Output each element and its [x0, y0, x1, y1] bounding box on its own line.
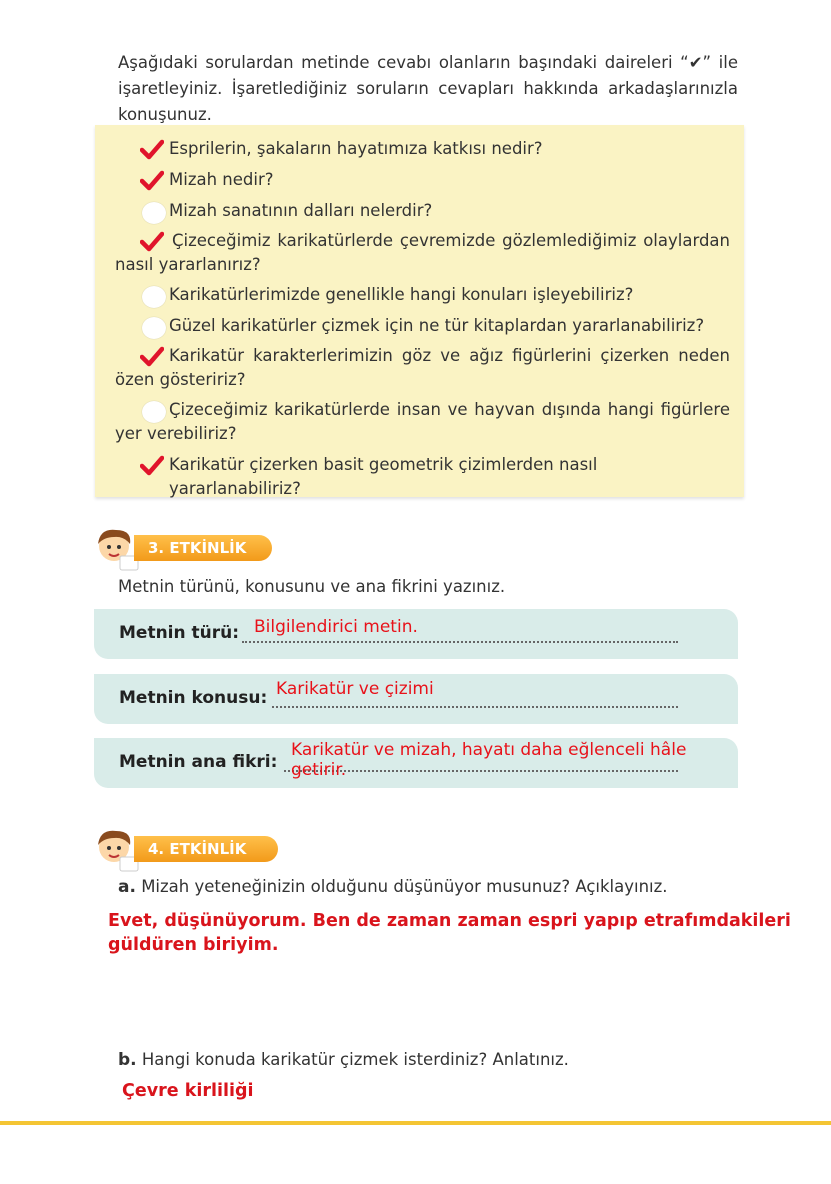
question-b-text: Hangi konuda karikatür çizmek isterdiniz? Anlatınız. [141, 1050, 569, 1069]
activity-4-badge [84, 833, 280, 865]
question-a-letter: a. [118, 877, 136, 897]
footer-divider [0, 1121, 831, 1125]
question-item[interactable] [115, 398, 730, 446]
empty-circle-icon [142, 286, 166, 308]
row-label: Metnin konusu: [119, 688, 268, 708]
row-answer[interactable]: Karikatür ve mizah, hayatı daha eğlenceli hâle getirir. [291, 740, 687, 780]
question-item[interactable] [140, 168, 730, 192]
answer-row-main-idea [94, 738, 738, 788]
activity-3-title: 3. ETKİNLİK [134, 535, 272, 561]
empty-circle-icon [142, 317, 166, 339]
question-a [118, 877, 668, 897]
question-item[interactable] [115, 229, 730, 277]
question-b [118, 1050, 569, 1070]
row-answer[interactable]: Karikatür ve çizimi [276, 679, 434, 699]
question-text: Karikatür karakterlerimizin göz ve ağız figürlerini çizerken neden özen gösteririz? [115, 346, 730, 389]
question-text: Karikatürlerimizde genellikle hangi konuları işleyebiliriz? [169, 285, 634, 304]
question-b-letter: b. [118, 1050, 137, 1070]
check-mark-icon [140, 346, 164, 368]
instruction-paragraph: Aşağıdaki sorulardan metinde cevabı olanların başındaki daireleri “✔” ile işaretleyiniz. İşaretlediğiniz soruların cevapları hakkında arkadaşlarınızla konuşunuz. [118, 53, 738, 124]
answer-row-topic [94, 674, 738, 724]
question-box [95, 125, 744, 497]
empty-circle-icon [142, 401, 166, 423]
answer-a[interactable]: Evet, düşünüyorum. Ben de zaman zaman espri yapıp etrafımdakileri güldüren biriyim. [108, 911, 791, 955]
question-text: Mizah nedir? [169, 170, 274, 189]
question-item[interactable] [140, 137, 730, 161]
check-mark-icon [140, 455, 164, 477]
question-text: Çizeceğimiz karikatürlerde çevremizde gözlemlediğimiz olaylardan nasıl yararlanırız? [115, 231, 730, 274]
check-mark-icon [140, 139, 164, 161]
activity-3-instruction: Metnin türünü, konusunu ve ana fikrini yazınız. [118, 577, 506, 596]
check-mark-icon [140, 170, 164, 192]
question-item[interactable] [140, 283, 730, 307]
question-text: Esprilerin, şakaların hayatımıza katkısı nedir? [169, 139, 543, 158]
question-text: Mizah sanatının dalları nelerdir? [169, 201, 433, 220]
question-item[interactable] [140, 199, 730, 223]
empty-circle-icon [142, 202, 166, 224]
check-mark-icon [140, 231, 164, 253]
answer-b[interactable]: Çevre kirliliği [122, 1081, 254, 1101]
question-item[interactable] [140, 314, 730, 338]
question-item[interactable] [115, 344, 730, 392]
row-answer[interactable]: Bilgilendirici metin. [254, 617, 418, 637]
question-text: Çizeceğimiz karikatürlerde insan ve hayvan dışında hangi figürlere yer verebiliriz? [115, 400, 730, 443]
row-label: Metnin türü: [119, 623, 240, 643]
answer-row-type [94, 609, 738, 659]
activity-4-title: 4. ETKİNLİK [134, 836, 278, 862]
question-text: Karikatür çizerken basit geometrik çizimlerden nasıl yararlanabiliriz? [169, 455, 598, 498]
activity-3-badge [84, 532, 274, 564]
question-item[interactable] [140, 453, 730, 501]
row-label: Metnin ana fikri: [119, 752, 278, 772]
question-a-text: Mizah yeteneğinizin olduğunu düşünüyor musunuz? Açıklayınız. [141, 877, 668, 896]
question-text: Güzel karikatürler çizmek için ne tür kitaplardan yararlanabiliriz? [169, 316, 705, 335]
